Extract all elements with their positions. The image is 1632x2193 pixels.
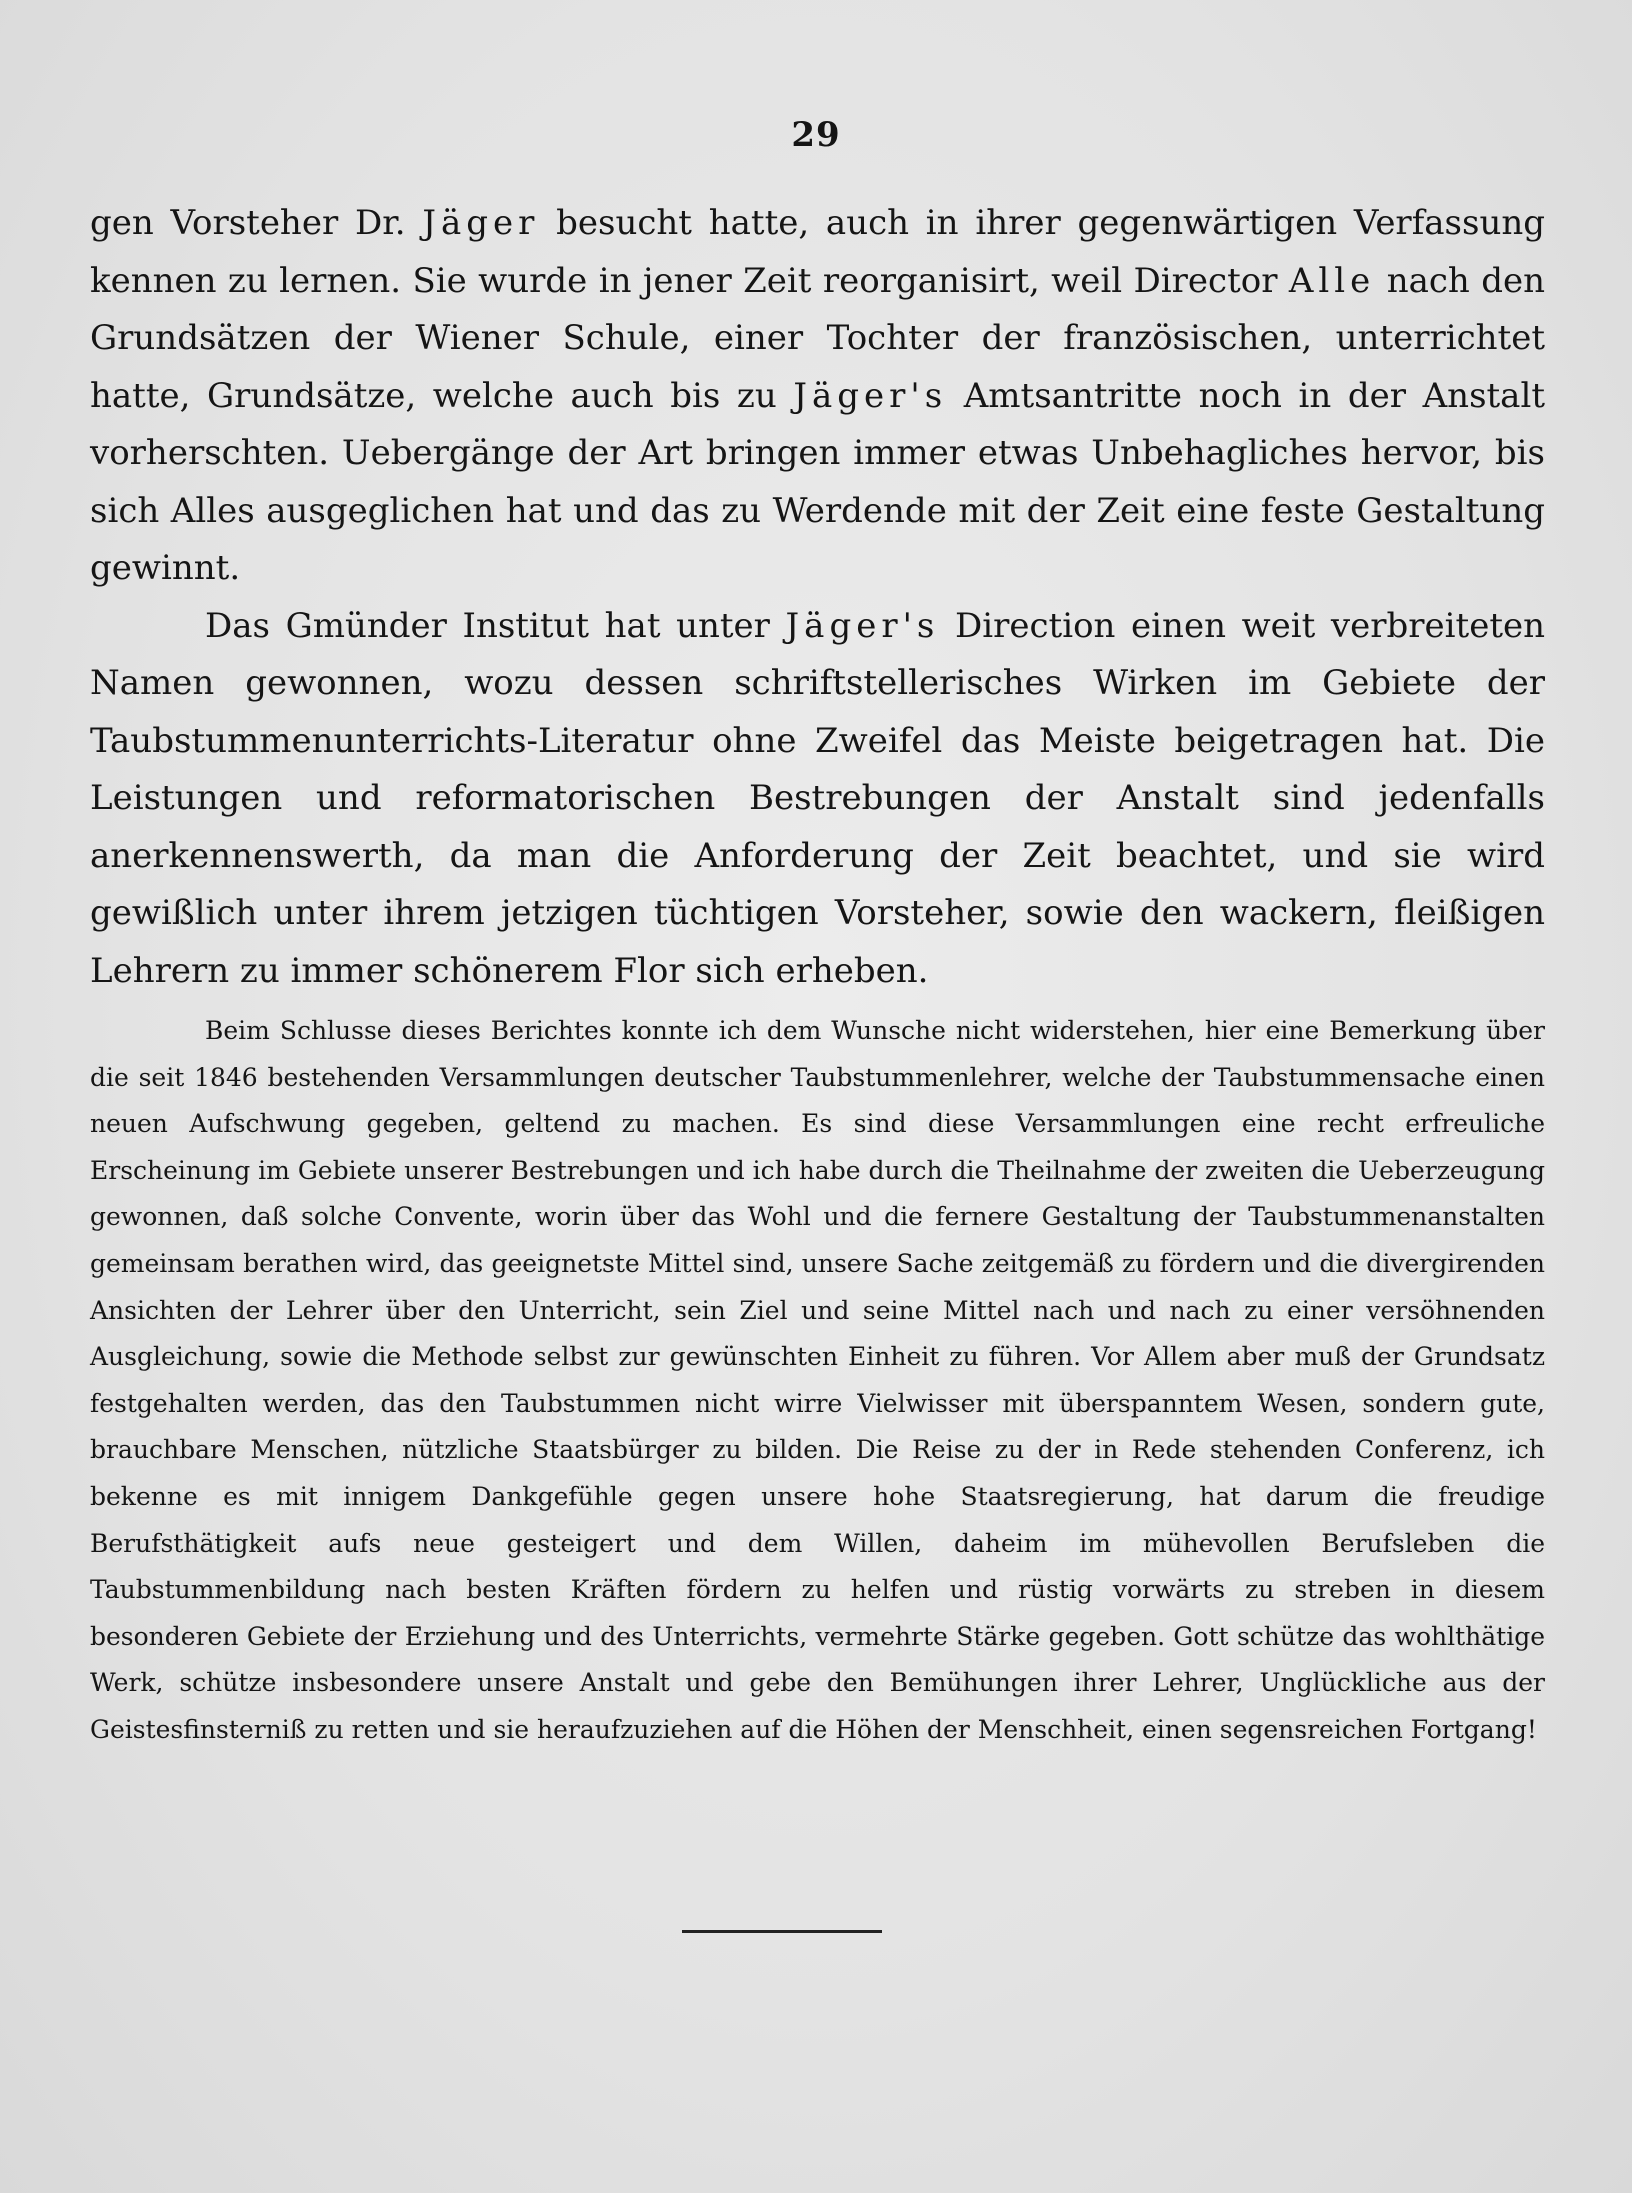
spaced-name-jaegers: Jäger's bbox=[793, 375, 948, 416]
end-rule bbox=[682, 1930, 882, 1933]
page-number: 29 bbox=[791, 115, 841, 155]
spaced-name-alle: Alle bbox=[1288, 260, 1376, 301]
spaced-name-jaegers: Jäger's bbox=[785, 605, 940, 646]
paragraph-1 bbox=[90, 195, 1545, 598]
body-text bbox=[90, 195, 1545, 1754]
spaced-name-jaeger: Jäger bbox=[422, 203, 540, 243]
paragraph-3-closing-remark: Beim Schlusse dieses Berichtes konnte ich dem Wunsche nicht widerstehen, hier eine Bemerkung über die seit 1846 bestehenden Versammlungen deutscher Taubstummenlehrer, welche der Taubstummensache einen neuen Aufschwung gegeben, geltend zu machen. Es sind diese Versammlungen eine recht erfreuliche Erscheinung im Gebiete unserer Bestrebungen und ich habe durch die Theilnahme der zweiten die Ueberzeugung gewonnen, daß solche Convente, worin über das Wohl und die fernere Gestaltung der Taubstummenanstalten gemeinsam berathen wird, das geeignetste Mittel sind, unsere Sache zeitgemäß zu fördern und die divergirenden Ansichten der Lehrer über den Unterricht, sein Ziel und seine Mittel nach und nach zu einer versöhnenden Ausgleichung, sowie die Methode selbst zur gewünschten Einheit zu führen. Vor Allem aber muß der Grundsatz festgehalten werden, das den Taubstummen nicht wirre Vielwisser mit überspanntem Wesen, sondern gute, brauchbare Menschen, nützliche Staatsbürger zu bilden. Die Reise zu der in Rede stehenden Conferenz, ich bekenne es mit innigem Dankgefühle gegen unsere hohe Staatsregierung, hat darum die freudige Berufsthätigkeit aufs neue gesteigert und dem Willen, daheim im mühevollen Berufsleben die Taubstummenbildung nach besten Kräften fördern zu helfen und rüstig vorwärts zu streben in diesem besonderen Gebiete der Erziehung und des Unterrichts, vermehrte Stärke gegeben. Gott schütze das wohlthätige Werk, schütze insbesondere unsere Anstalt und gebe den Bemühungen ihrer Lehrer, Unglückliche aus der Geistesfinsterniß zu retten und sie heraufzuziehen auf die Höhen der Menschheit, einen segensreichen Fortgang! bbox=[90, 1016, 1545, 1744]
paragraph-2 bbox=[90, 598, 1545, 1001]
text-run: besucht hatte, auch in ihrer gegenwärtigen Verfassung kennen zu lernen. Sie wurde in jener Zeit reorganisirt, weil Director bbox=[90, 203, 1545, 301]
text-run: gen Vorsteher Dr. bbox=[90, 203, 423, 243]
text-run: Das Gmünder Institut hat unter bbox=[205, 605, 786, 646]
text-run: Amtsantritte noch in der Anstalt vorherschten. Uebergänge der Art bringen immer etwas Unbehagliches hervor, bis sich Alles ausgeglichen hat und das zu Werdende mit der Zeit eine feste Gestaltung gewinnt. bbox=[90, 375, 1545, 588]
text-run: Direction einen weit verbreiteten Namen gewonnen, wozu dessen schriftstellerisches Wirken im Gebiete der Taubstummenunterrichts-Literatur ohne Zweifel das Meiste beigetragen hat. Die Leistungen und reformatorischen Bestrebungen der Anstalt sind jedenfalls anerkennenswerth, da man die Anforderung der Zeit beachtet, und sie wird gewißlich unter ihrem jetzigen tüchtigen Vorsteher, sowie den wackern, fleißigen Lehrern zu immer schönerem Flor sich erheben. bbox=[90, 605, 1545, 991]
text-run: nach den Grundsätzen der Wiener Schule, einer Tochter der französischen, unterrichtet hatte, Grundsätze, welche auch bis zu bbox=[90, 260, 1545, 416]
